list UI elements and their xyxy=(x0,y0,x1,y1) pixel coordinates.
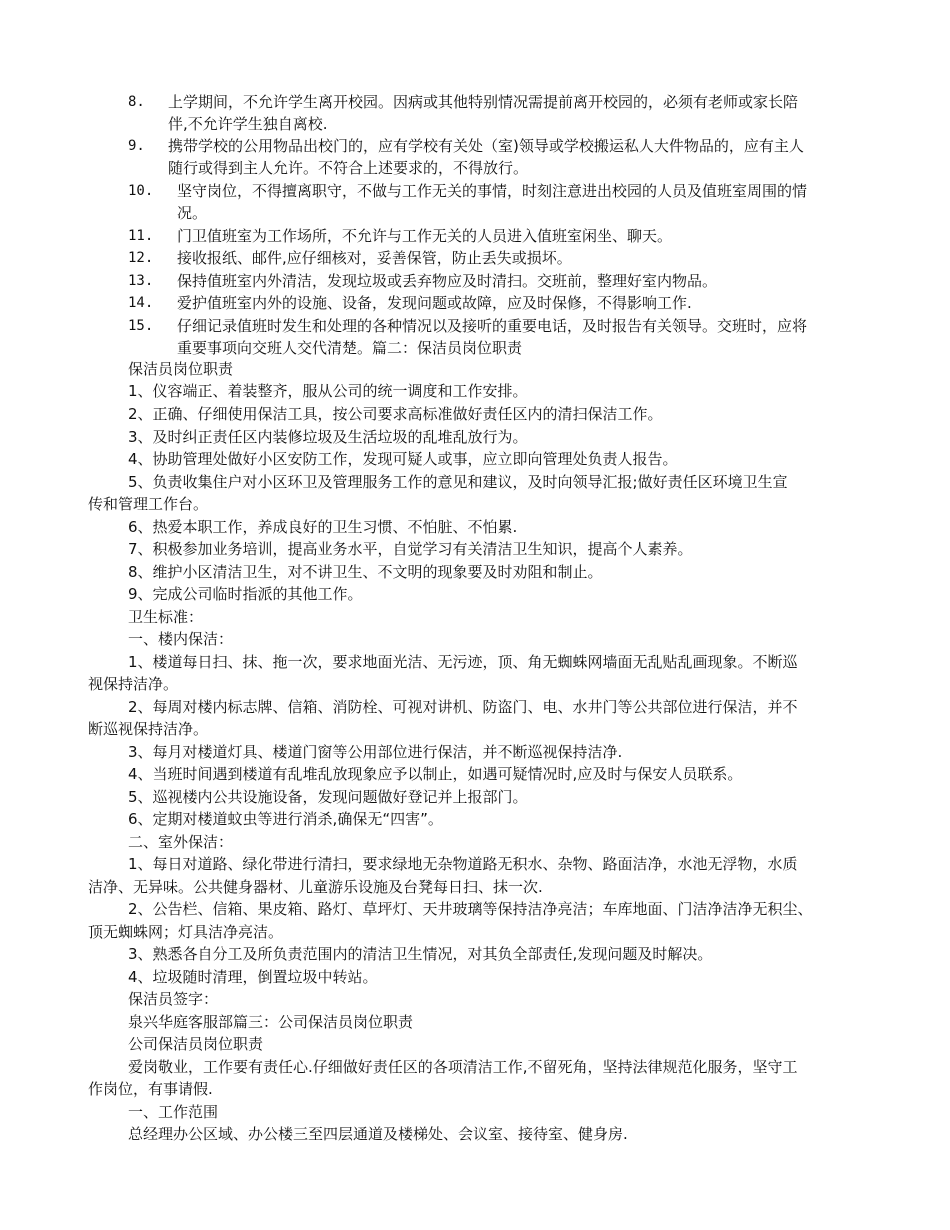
duty-item-5-line-2: 传和管理工作台。 xyxy=(88,495,209,513)
rule-15-number: 15. xyxy=(128,318,154,334)
indoor-item-6: 6、定期对楼道蚊虫等进行消杀,确保无“四害”。 xyxy=(128,810,443,828)
rule-8-line-2: 伴,不允许学生独自离校. xyxy=(168,115,328,133)
intro-paragraph-line-2: 作岗位，有事请假. xyxy=(88,1080,213,1098)
section-title-cleaner-duties: 保洁员岗位职责 xyxy=(128,360,234,378)
indoor-item-3: 3、每月对楼道灯具、楼道门窗等公用部位进行保洁，并不断巡视保持洁净. xyxy=(128,743,623,761)
duty-item-9: 9、完成公司临时指派的其他工作。 xyxy=(128,585,363,603)
rule-11-line-1: 门卫值班室为工作场所，不允许与工作无关的人员进入值班室闲坐、聊天。 xyxy=(177,227,673,245)
signature-line: 保洁员签字： xyxy=(128,990,219,1008)
outdoor-item-2-line-2: 顶无蜘蛛网；灯具洁净亮洁。 xyxy=(88,923,284,941)
duty-item-2: 2、正确、仔细使用保洁工具，按公司要求高标准做好责任区内的清扫保洁工作。 xyxy=(128,405,663,423)
rule-8-number: 8. xyxy=(128,94,145,110)
outdoor-item-2-line-1: 2、公告栏、信箱、果皮箱、路灯、草坪灯、天井玻璃等保持洁净亮洁；车库地面、门洁净洁净无积尘、 xyxy=(128,900,813,918)
intro-paragraph-line-1: 爱岗敬业，工作要有责任心.仔细做好责任区的各项清洁工作,不留死角，坚持法律规范化服务，坚守工 xyxy=(128,1058,798,1076)
rule-9-number: 9. xyxy=(128,138,145,154)
section-header-part-3: 泉兴华庭客服部篇三：公司保洁员岗位职责 xyxy=(128,1013,414,1031)
outdoor-item-1-line-1: 1、每日对道路、绿化带进行清扫，要求绿地无杂物道路无积水、杂物、路面洁净，水池无浮物，水质 xyxy=(128,855,798,873)
rule-15-line-1: 仔细记录值班时发生和处理的各种情况以及接听的重要电话，及时报告有关领导。交班时，应将 xyxy=(177,317,808,335)
heading-work-scope: 一、工作范围 xyxy=(128,1103,219,1121)
heading-indoor-cleaning: 一、楼内保洁： xyxy=(128,630,234,648)
heading-outdoor-cleaning: 二、室外保洁： xyxy=(128,833,234,851)
indoor-item-4: 4、当班时间遇到楼道有乱堆乱放现象应予以制止，如遇可疑情况时,应及时与保安人员联系。 xyxy=(128,765,743,783)
work-scope-text: 总经理办公区域、办公楼三至四层通道及楼梯处、会议室、接待室、健身房. xyxy=(128,1125,628,1143)
rule-12-line-1: 接收报纸、邮件,应仔细核对，妥善保管，防止丢失或损坏。 xyxy=(177,249,572,267)
rule-10-line-2: 况。 xyxy=(177,204,208,222)
duty-item-8: 8、维护小区清洁卫生，对不讲卫生、不文明的现象要及时劝阻和制止。 xyxy=(128,563,603,581)
rule-14-line-1: 爱护值班室内外的设施、设备，发现问题或故障，应及时保修，不得影响工作. xyxy=(177,294,692,312)
duty-item-7: 7、积极参加业务培训，提高业务水平，自觉学习有关清洁卫生知识，提高个人素养。 xyxy=(128,540,693,558)
rule-8-line-1: 上学期间，不允许学生离开校园。因病或其他特别情况需提前离开校园的，必须有老师或家长陪 xyxy=(168,93,799,111)
duty-item-1: 1、仪容端正、着装整齐，服从公司的统一调度和工作安排。 xyxy=(128,382,528,400)
rule-9-line-1: 携带学校的公用物品出校门的，应有学校有关处（室)领导或学校搬运私人大件物品的，应有主人 xyxy=(168,137,804,155)
indoor-item-1-line-2: 视保持洁净。 xyxy=(88,675,179,693)
rule-10-number: 10. xyxy=(128,183,154,199)
rule-15-line-2: 重要事项向交班人交代清楚。篇二：保洁员岗位职责 xyxy=(177,339,523,357)
rule-11-number: 11. xyxy=(128,228,154,244)
rule-12-number: 12. xyxy=(128,250,154,266)
rule-13-number: 13. xyxy=(128,273,154,289)
rule-9-line-2: 随行或得到主人允许。不符合上述要求的，不得放行。 xyxy=(168,159,529,177)
duty-item-6: 6、热爱本职工作，养成良好的卫生习惯、不怕脏、不怕累. xyxy=(128,518,518,536)
indoor-item-2-line-2: 断巡视保持洁净。 xyxy=(88,720,209,738)
section-title-company-cleaner: 公司保洁员岗位职责 xyxy=(128,1035,264,1053)
outdoor-item-3: 3、熟悉各自分工及所负责范围内的清洁卫生情况，对其负全部责任,发现问题及时解决。 xyxy=(128,945,713,963)
duty-item-4: 4、协助管理处做好小区安防工作，发现可疑人或事，应立即向管理处负责人报告。 xyxy=(128,450,678,468)
indoor-item-2-line-1: 2、每周对楼内标志牌、信箱、消防栓、可视对讲机、防盗门、电、水井门等公共部位进行保洁，并不 xyxy=(128,698,798,716)
rule-10-line-1: 坚守岗位，不得擅离职守，不做与工作无关的事情，时刻注意进出校园的人员及值班室周围的情 xyxy=(177,182,808,200)
heading-hygiene-standards: 卫生标准： xyxy=(128,608,204,626)
rule-13-line-1: 保持值班室内外清洁，发现垃圾或丢弃物应及时清扫。交班前，整理好室内物品。 xyxy=(177,272,718,290)
duty-item-5-line-1: 5、负责收集住户对小区环卫及管理服务工作的意见和建议，及时向领导汇报;做好责任区环境卫生宣 xyxy=(128,473,788,491)
indoor-item-5: 5、巡视楼内公共设施设备，发现问题做好登记并上报部门。 xyxy=(128,788,528,806)
outdoor-item-1-line-2: 洁净、无异味。公共健身器材、儿童游乐设施及台凳每日扫、抹一次. xyxy=(88,878,543,896)
duty-item-3: 3、及时纠正责任区内装修垃圾及生活垃圾的乱堆乱放行为。 xyxy=(128,428,528,446)
outdoor-item-4: 4、垃圾随时清理，倒置垃圾中转站。 xyxy=(128,968,378,986)
indoor-item-1-line-1: 1、楼道每日扫、抹、拖一次，要求地面光洁、无污迹，顶、角无蜘蛛网墙面无乱贴乱画现象。不断巡 xyxy=(128,653,798,671)
rule-14-number: 14. xyxy=(128,295,154,311)
